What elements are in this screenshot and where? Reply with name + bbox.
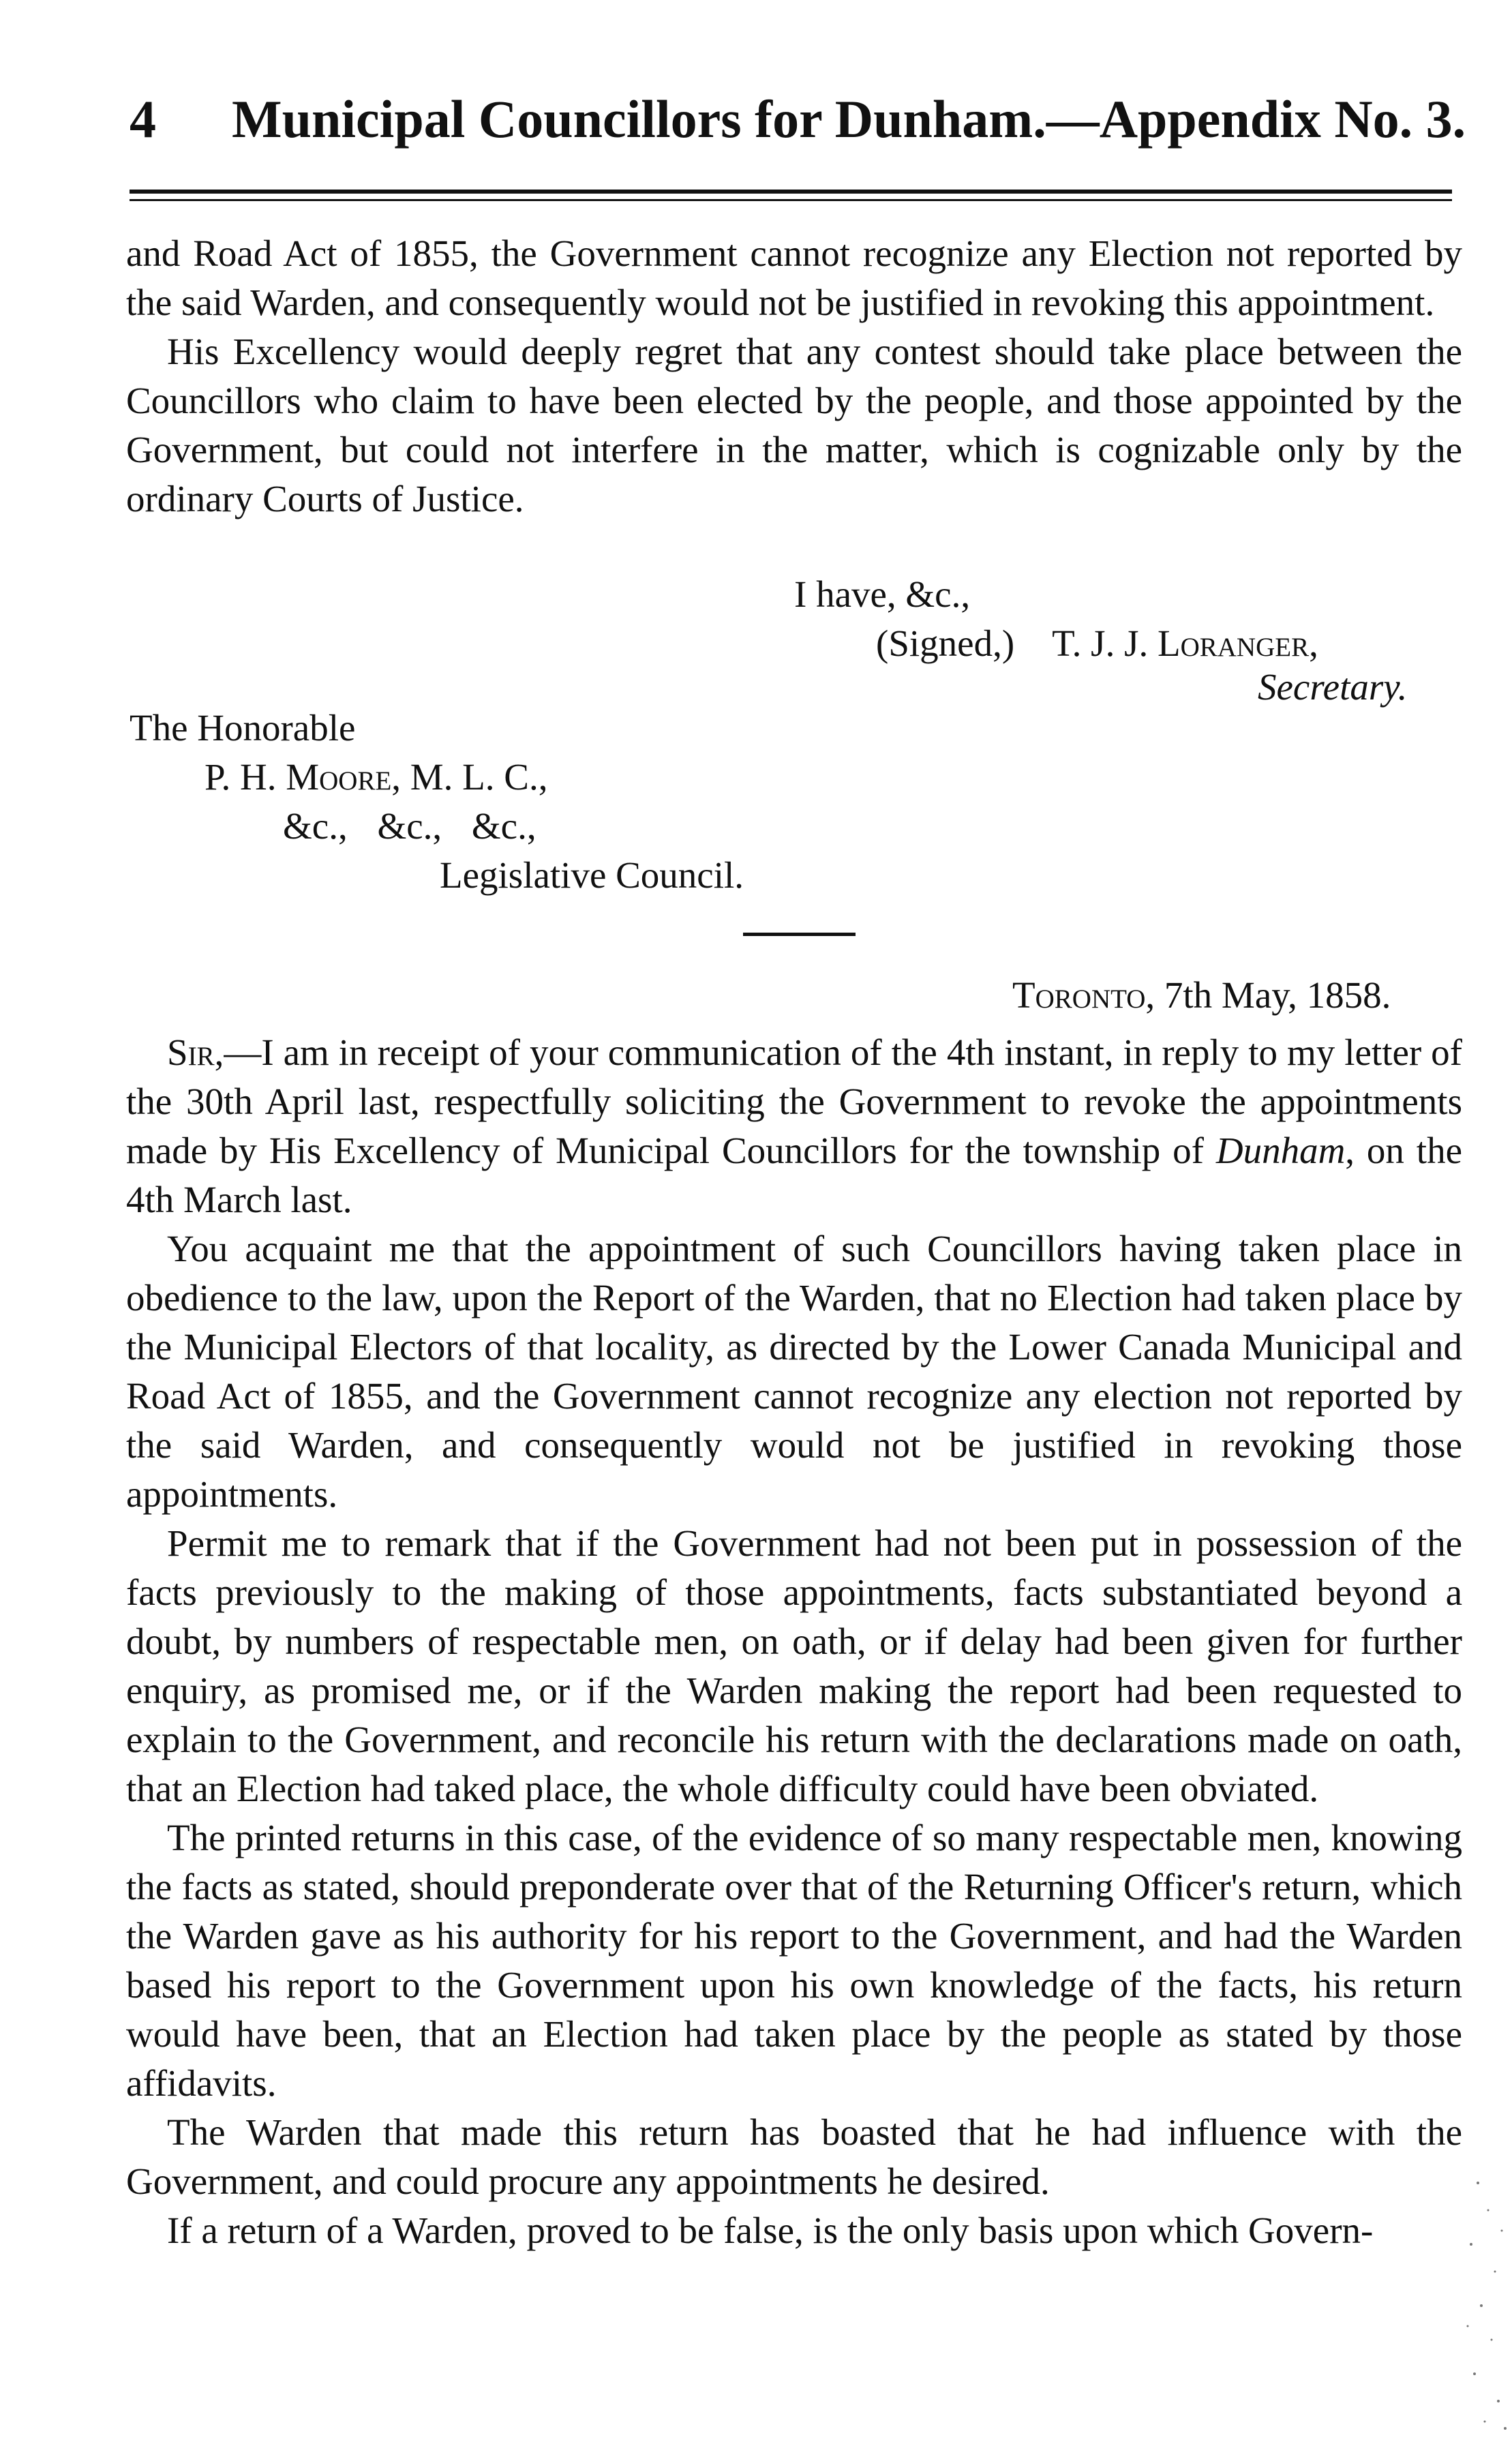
letter2-paragraph-4: The printed returns in this case, of the evidence of so many respectable men, knowing the facts as stated, should preponderate over that of the Returning Officer's return, which the Warden gave as his authority for his report to the Government, and had the Warden based his report to the Government upon his own knowledge of the facts, his return would have been, that an Election had taken place by the people as stated by those affidavits. xyxy=(126,1817,1462,2104)
address-line-2 xyxy=(205,753,547,802)
signature-line xyxy=(876,619,1318,668)
place-name: Dunham xyxy=(1215,1130,1346,1171)
letter2-paragraph-6: If a return of a Warden, proved to be false, is the only basis upon which Govern- xyxy=(167,2210,1374,2251)
salutation: Sir, xyxy=(167,1031,224,1073)
address-line-3: &c., &c., &c., xyxy=(283,805,536,847)
header-rule-thin xyxy=(130,199,1452,201)
running-header xyxy=(130,82,1466,157)
scan-edge-noise xyxy=(1430,2169,1512,2442)
address-line-4: Legislative Council. xyxy=(440,854,744,896)
letter1-body xyxy=(126,229,1462,524)
letter2-paragraph-2: You acquaint me that the appointment of such Councillors having taken place in obedience to the law, upon the Report of the Warden, that no Election had taken place by the Municipal Electors of that locality, as directed by the Lower Canada Municipal and Road Act of 1855, and the Government cannot recognize any election not reported by the said Warden, and consequently would not be justified in revoking those appointments. xyxy=(126,1228,1462,1515)
letter2-paragraph-1 xyxy=(126,1028,1462,1224)
dateline xyxy=(1012,971,1391,1020)
letter1-paragraph-1: and Road Act of 1855, the Government cannot recognize any Election not reported by the said Warden, and consequently would not be justified in revoking this appointment. xyxy=(126,232,1462,323)
header-rule-thick xyxy=(130,190,1452,194)
addressee-name: P. H. Moore, xyxy=(205,756,402,798)
header-title: Municipal Councillors for Dunham.—Appendix No. 3. xyxy=(232,89,1466,149)
addressee-title: M. L. C., xyxy=(401,756,548,798)
letter1-paragraph-2: His Excellency would deeply regret that any contest should take place between the Councillors who claim to have been elected by the people, and those appointed by the Government, but could not interfere in the matter, which is cognizable only by the ordinary Courts of Justice. xyxy=(126,331,1462,519)
dateline-place: Toronto, xyxy=(1012,974,1155,1016)
section-divider xyxy=(743,933,856,936)
letter2-body xyxy=(126,1028,1462,2255)
address-line-1: The Honorable xyxy=(130,707,356,749)
signatory-name: T. J. J. Loranger, xyxy=(1052,622,1318,664)
signed-label: (Signed,) xyxy=(876,622,1015,664)
letter2-paragraph-1-text-b: , on the 4th March last. xyxy=(126,1130,1462,1220)
closing-line: I have, &c., xyxy=(794,573,971,615)
signatory-title: Secretary. xyxy=(1258,666,1408,708)
page-number: 4 xyxy=(130,89,156,149)
letter2-paragraph-3: Permit me to remark that if the Government had not been put in possession of the facts previously to the making of those appointments, facts substantiated beyond a doubt, by numbers of respectable men, on oath, or if delay had been given for further enquiry, as promised me, or if the Warden making the report had been requested to explain to the Government, and reconcile his return with the declarations made on oath, that an Election had taked place, the whole difficulty could have been obviated. xyxy=(126,1522,1462,1809)
letter2-paragraph-5: The Warden that made this return has boasted that he had influence with the Government, and could procure any appointments he desired. xyxy=(126,2111,1462,2202)
letter2-paragraph-1-text-a: —I am in receipt of your communication of the 4th instant, in reply to my letter of the 30th April last, respectfully soliciting the Government to revoke the appointments made by His Excellency of Municipal Councillors for the township of xyxy=(126,1031,1462,1171)
dateline-date: 7th May, 1858. xyxy=(1155,974,1391,1016)
